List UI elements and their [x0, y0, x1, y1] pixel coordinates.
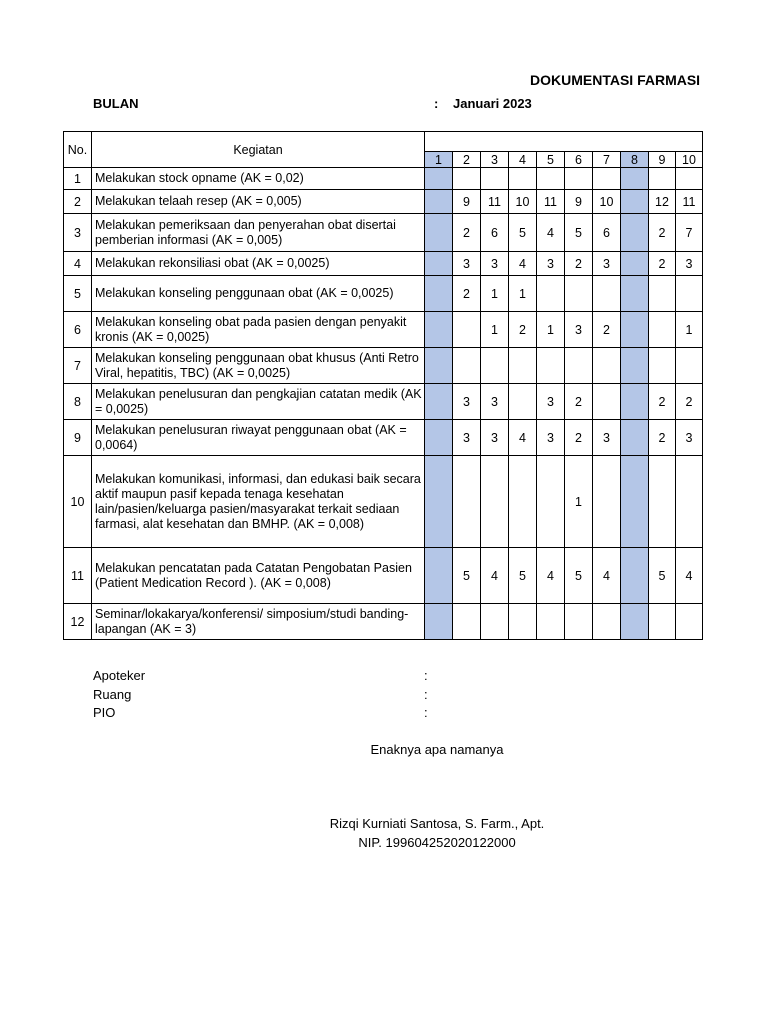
day-value-cell: [453, 348, 481, 384]
day-value-cell: [649, 312, 676, 348]
day-value-cell: [537, 348, 565, 384]
day-value-cell: [425, 548, 453, 604]
day-value-cell: 2: [676, 384, 703, 420]
day-value-cell: 3: [593, 420, 621, 456]
day-value-cell: 3: [565, 312, 593, 348]
day-value-cell: [621, 456, 649, 548]
day-value-cell: [453, 456, 481, 548]
row-kegiatan: Melakukan penelusuran dan pengkajian catatan medik (AK = 0,0025): [92, 384, 425, 420]
day-value-cell: 6: [481, 214, 509, 252]
day-value-cell: 2: [565, 420, 593, 456]
day-value-cell: 2: [565, 252, 593, 276]
column-header-kegiatan: Kegiatan: [92, 132, 425, 168]
day-value-cell: 1: [537, 312, 565, 348]
day-value-cell: 3: [537, 252, 565, 276]
table-row: [64, 252, 703, 276]
column-header-no: No.: [64, 132, 92, 168]
day-value-cell: 1: [565, 456, 593, 548]
day-value-cell: [593, 604, 621, 640]
day-value-cell: 2: [649, 252, 676, 276]
day-value-cell: 4: [509, 252, 537, 276]
row-kegiatan: Melakukan penelusuran riwayat penggunaan obat (AK = 0,0064): [92, 420, 425, 456]
day-value-cell: [621, 214, 649, 252]
day-value-cell: 3: [453, 252, 481, 276]
table-row: [64, 384, 703, 420]
day-value-cell: [509, 384, 537, 420]
day-value-cell: 2: [565, 384, 593, 420]
day-value-cell: 2: [453, 276, 481, 312]
day-value-cell: 4: [509, 420, 537, 456]
day-header-5: 5: [537, 152, 565, 168]
day-value-cell: 9: [565, 190, 593, 214]
day-header-3: 3: [481, 152, 509, 168]
day-value-cell: [481, 348, 509, 384]
day-header-9: 9: [649, 152, 676, 168]
day-value-cell: 9: [453, 190, 481, 214]
day-value-cell: [425, 348, 453, 384]
day-value-cell: [676, 348, 703, 384]
day-header-1: 1: [425, 152, 453, 168]
day-value-cell: [649, 456, 676, 548]
table-row: [64, 348, 703, 384]
table-row: [64, 548, 703, 604]
day-value-cell: 10: [509, 190, 537, 214]
row-number: 2: [64, 190, 92, 214]
apoteker-label: Apoteker: [93, 668, 146, 683]
day-header-4: 4: [509, 152, 537, 168]
row-kegiatan: Melakukan pemeriksaan dan penyerahan obat disertai pemberian informasi (AK = 0,005): [92, 214, 425, 252]
bulan-value: Januari 2023: [453, 96, 532, 111]
day-value-cell: 4: [481, 548, 509, 604]
day-value-cell: [565, 604, 593, 640]
day-value-cell: [676, 604, 703, 640]
activity-table-body: [64, 132, 703, 640]
row-kegiatan: Melakukan stock opname (AK = 0,02): [92, 168, 425, 190]
day-value-cell: 3: [481, 420, 509, 456]
day-value-cell: [425, 420, 453, 456]
day-value-cell: [425, 252, 453, 276]
day-value-cell: 5: [649, 548, 676, 604]
bulan-label: BULAN: [93, 96, 139, 111]
signer-name: Rizqi Kurniati Santosa, S. Farm., Apt.: [329, 816, 545, 831]
day-value-cell: [593, 384, 621, 420]
row-number: 6: [64, 312, 92, 348]
day-value-cell: [676, 456, 703, 548]
day-value-cell: [621, 252, 649, 276]
row-number: 7: [64, 348, 92, 384]
day-value-cell: [425, 214, 453, 252]
day-value-cell: [425, 168, 453, 190]
table-row: [64, 276, 703, 312]
day-value-cell: 5: [565, 214, 593, 252]
table-row: [64, 312, 703, 348]
pio-colon: :: [424, 705, 428, 720]
day-value-cell: [425, 604, 453, 640]
row-number: 3: [64, 214, 92, 252]
day-value-cell: 7: [676, 214, 703, 252]
day-value-cell: [425, 312, 453, 348]
day-value-cell: 12: [649, 190, 676, 214]
row-number: 10: [64, 456, 92, 548]
day-value-cell: 1: [481, 312, 509, 348]
day-value-cell: 4: [593, 548, 621, 604]
day-value-cell: [593, 348, 621, 384]
pio-label: PIO: [93, 705, 116, 720]
day-value-cell: [593, 276, 621, 312]
row-kegiatan: Melakukan rekonsiliasi obat (AK = 0,0025): [92, 252, 425, 276]
day-value-cell: [425, 456, 453, 548]
day-value-cell: 2: [649, 214, 676, 252]
day-header-7: 7: [593, 152, 621, 168]
day-value-cell: 11: [676, 190, 703, 214]
day-value-cell: 5: [509, 214, 537, 252]
table-row: [64, 604, 703, 640]
document-title: DOKUMENTASI FARMASI: [530, 72, 701, 88]
day-value-cell: 3: [537, 384, 565, 420]
row-kegiatan: Melakukan konseling penggunaan obat (AK = 0,0025): [92, 276, 425, 312]
day-value-cell: 3: [453, 420, 481, 456]
day-value-cell: [621, 604, 649, 640]
row-number: 11: [64, 548, 92, 604]
day-value-cell: [565, 276, 593, 312]
day-value-cell: [621, 384, 649, 420]
day-value-cell: 1: [676, 312, 703, 348]
day-value-cell: 11: [481, 190, 509, 214]
day-value-cell: 3: [676, 252, 703, 276]
day-value-cell: [621, 548, 649, 604]
day-value-cell: [481, 456, 509, 548]
day-value-cell: [509, 168, 537, 190]
day-value-cell: [621, 420, 649, 456]
day-value-cell: 3: [481, 384, 509, 420]
row-number: 8: [64, 384, 92, 420]
day-value-cell: [593, 456, 621, 548]
day-value-cell: [425, 384, 453, 420]
day-value-cell: 3: [481, 252, 509, 276]
day-value-cell: 5: [565, 548, 593, 604]
day-value-cell: [676, 276, 703, 312]
header-row-top: [64, 132, 703, 152]
day-value-cell: [565, 348, 593, 384]
day-value-cell: [537, 168, 565, 190]
bulan-colon: :: [434, 96, 439, 111]
day-value-cell: 2: [649, 420, 676, 456]
day-value-cell: 3: [453, 384, 481, 420]
day-value-cell: [481, 604, 509, 640]
day-value-cell: 3: [676, 420, 703, 456]
row-number: 4: [64, 252, 92, 276]
row-kegiatan: Seminar/lokakarya/konferensi/ simposium/studi banding-lapangan (AK = 3): [92, 604, 425, 640]
day-value-cell: 1: [481, 276, 509, 312]
day-value-cell: [565, 168, 593, 190]
day-value-cell: [621, 348, 649, 384]
day-value-cell: [453, 312, 481, 348]
day-value-cell: 2: [509, 312, 537, 348]
row-number: 1: [64, 168, 92, 190]
apoteker-colon: :: [424, 668, 428, 683]
day-value-cell: [649, 276, 676, 312]
day-value-cell: [676, 168, 703, 190]
day-value-cell: [481, 168, 509, 190]
row-kegiatan: Melakukan telaah resep (AK = 0,005): [92, 190, 425, 214]
day-value-cell: [649, 168, 676, 190]
day-value-cell: [621, 190, 649, 214]
day-value-cell: [593, 168, 621, 190]
day-value-cell: [621, 276, 649, 312]
day-value-cell: [621, 168, 649, 190]
ruang-colon: :: [424, 687, 428, 702]
row-kegiatan: Melakukan pencatatan pada Catatan Pengobatan Pasien (Patient Medication Record ). (AK = 0,008): [92, 548, 425, 604]
row-number: 12: [64, 604, 92, 640]
table-row: [64, 168, 703, 190]
day-value-cell: 1: [509, 276, 537, 312]
row-kegiatan: Melakukan komunikasi, informasi, dan edukasi baik secara aktif maupun pasif kepada tenaga kesehatan lain/pasien/keluarga pasien/masyarakat terkait sediaan farmasi, alat kesehatan dan BMHP. (AK = 0,008): [92, 456, 425, 548]
day-value-cell: [621, 312, 649, 348]
day-value-cell: [425, 190, 453, 214]
activity-table: [63, 131, 703, 640]
day-value-cell: [453, 168, 481, 190]
day-value-cell: 2: [649, 384, 676, 420]
day-value-cell: [425, 276, 453, 312]
day-value-cell: 5: [453, 548, 481, 604]
day-value-cell: [649, 604, 676, 640]
row-kegiatan: Melakukan konseling penggunaan obat khusus (Anti Retro Viral, hepatitis, TBC) (AK = 0,0025): [92, 348, 425, 384]
table-row: [64, 420, 703, 456]
day-header-10: 10: [676, 152, 703, 168]
ruang-label: Ruang: [93, 687, 132, 702]
day-value-cell: 4: [537, 548, 565, 604]
day-value-cell: 3: [593, 252, 621, 276]
table-row: [64, 456, 703, 548]
signer-nip: NIP. 199604252020122000: [358, 835, 516, 850]
day-value-cell: 11: [537, 190, 565, 214]
day-value-cell: [509, 604, 537, 640]
day-value-cell: [509, 348, 537, 384]
day-value-cell: [537, 276, 565, 312]
days-header-span: [425, 132, 703, 152]
day-header-6: 6: [565, 152, 593, 168]
table-row: [64, 214, 703, 252]
day-value-cell: 4: [676, 548, 703, 604]
day-value-cell: [537, 604, 565, 640]
table-row: [64, 190, 703, 214]
day-value-cell: 4: [537, 214, 565, 252]
day-value-cell: [509, 456, 537, 548]
row-number: 5: [64, 276, 92, 312]
day-value-cell: 3: [537, 420, 565, 456]
row-kegiatan: Melakukan konseling obat pada pasien dengan penyakit kronis (AK = 0,0025): [92, 312, 425, 348]
day-value-cell: 2: [453, 214, 481, 252]
day-value-cell: 10: [593, 190, 621, 214]
day-value-cell: 5: [509, 548, 537, 604]
day-header-2: 2: [453, 152, 481, 168]
day-value-cell: [537, 456, 565, 548]
day-value-cell: [453, 604, 481, 640]
closing-text: Enaknya apa namanya: [370, 742, 504, 757]
day-value-cell: [649, 348, 676, 384]
day-value-cell: 2: [593, 312, 621, 348]
row-number: 9: [64, 420, 92, 456]
day-header-8: 8: [621, 152, 649, 168]
day-value-cell: 6: [593, 214, 621, 252]
